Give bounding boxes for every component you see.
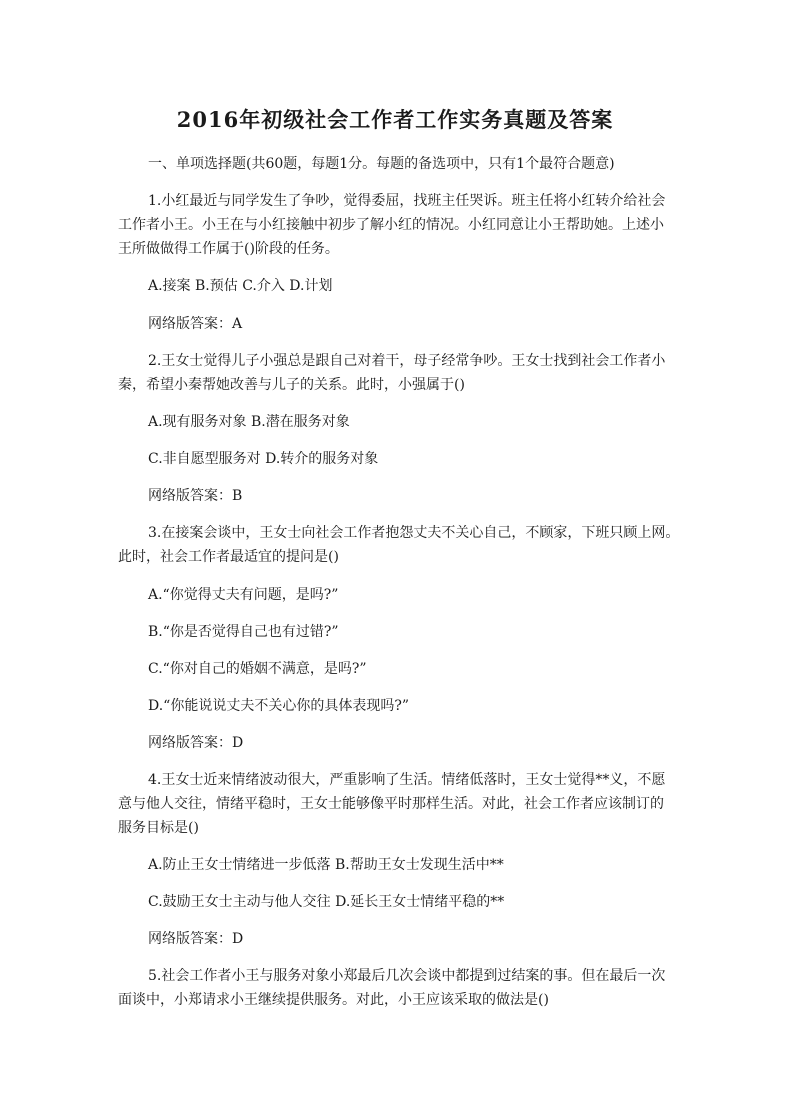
question-4-line-3: 服务目标是() [118,820,199,836]
question-5-line-1: 5.社会工作者小王与服务对象小郑最后几次会谈中都提到过结案的事。但在最后一次 [148,968,666,984]
question-3-line-1: 3.在接案会谈中，王女士向社会工作者抱怨丈夫不关心自己，不顾家，下班只顾上网。 [148,525,680,541]
question-3-option-c: C.“你对自己的婚姻不满意，是吗?” [148,661,367,677]
question-2-options-2: C.非自愿型服务对 D.转介的服务对象 [148,451,379,467]
question-4-line-2: 意与他人交往，情绪平稳时，王女士能够像平时那样生活。对此，社会工作者应该制订的 [118,796,664,812]
question-4-options-2: C.鼓励王女士主动与他人交往 D.延长王女士情绪平稳的** [148,894,505,910]
question-2-line-1: 2.王女士觉得儿子小强总是跟自己对着干，母子经常争吵。王女士找到社会工作者小 [148,353,666,369]
question-3-option-a: A.“你觉得丈夫有问题，是吗?” [148,587,339,603]
question-5-line-2: 面谈中，小郑请求小王继续提供服务。对此，小王应该采取的做法是() [118,992,549,1008]
question-2-options-1: A.现有服务对象 B.潜在服务对象 [148,414,350,430]
question-1-line-3: 王所做做得工作属于()阶段的任务。 [118,241,339,257]
question-2-answer: 网络版答案：B [148,488,243,504]
question-4-answer: 网络版答案：D [148,931,244,947]
section-heading: 一、单项选择题(共60题，每题1分。每题的备选项中，只有1个最符合题意) [148,156,615,172]
page-title: 2016年初级社会工作者工作实务真题及答案 [176,107,614,132]
question-3-option-d: D.“你能说说丈夫不关心你的具体表现吗?” [148,698,409,714]
question-3-line-2: 此时，社会工作者最适宜的提问是() [118,549,339,565]
question-4-options-1: A.防止王女士情绪进一步低落 B.帮助王女士发现生活中** [148,857,504,873]
question-1-line-1: 1.小红最近与同学发生了争吵，觉得委屈，找班主任哭诉。班主任将小红转介给社会 [148,193,666,209]
question-3-option-b: B.“你是否觉得自己也有过错?” [148,624,339,640]
question-3-answer: 网络版答案：D [148,735,244,751]
question-1-options: A.接案 B.预估 C.介入 D.计划 [148,278,333,294]
question-1-answer: 网络版答案：A [148,316,243,332]
question-2-line-2: 秦，希望小秦帮她改善与儿子的关系。此时，小强属于() [118,377,465,393]
question-1-line-2: 工作者小王。小王在与小红接触中初步了解小红的情况。小红同意让小王帮助她。上述小 [118,217,664,233]
question-4-line-1: 4.王女士近来情绪波动很大，严重影响了生活。情绪低落时，王女士觉得**义，不愿 [148,772,666,788]
